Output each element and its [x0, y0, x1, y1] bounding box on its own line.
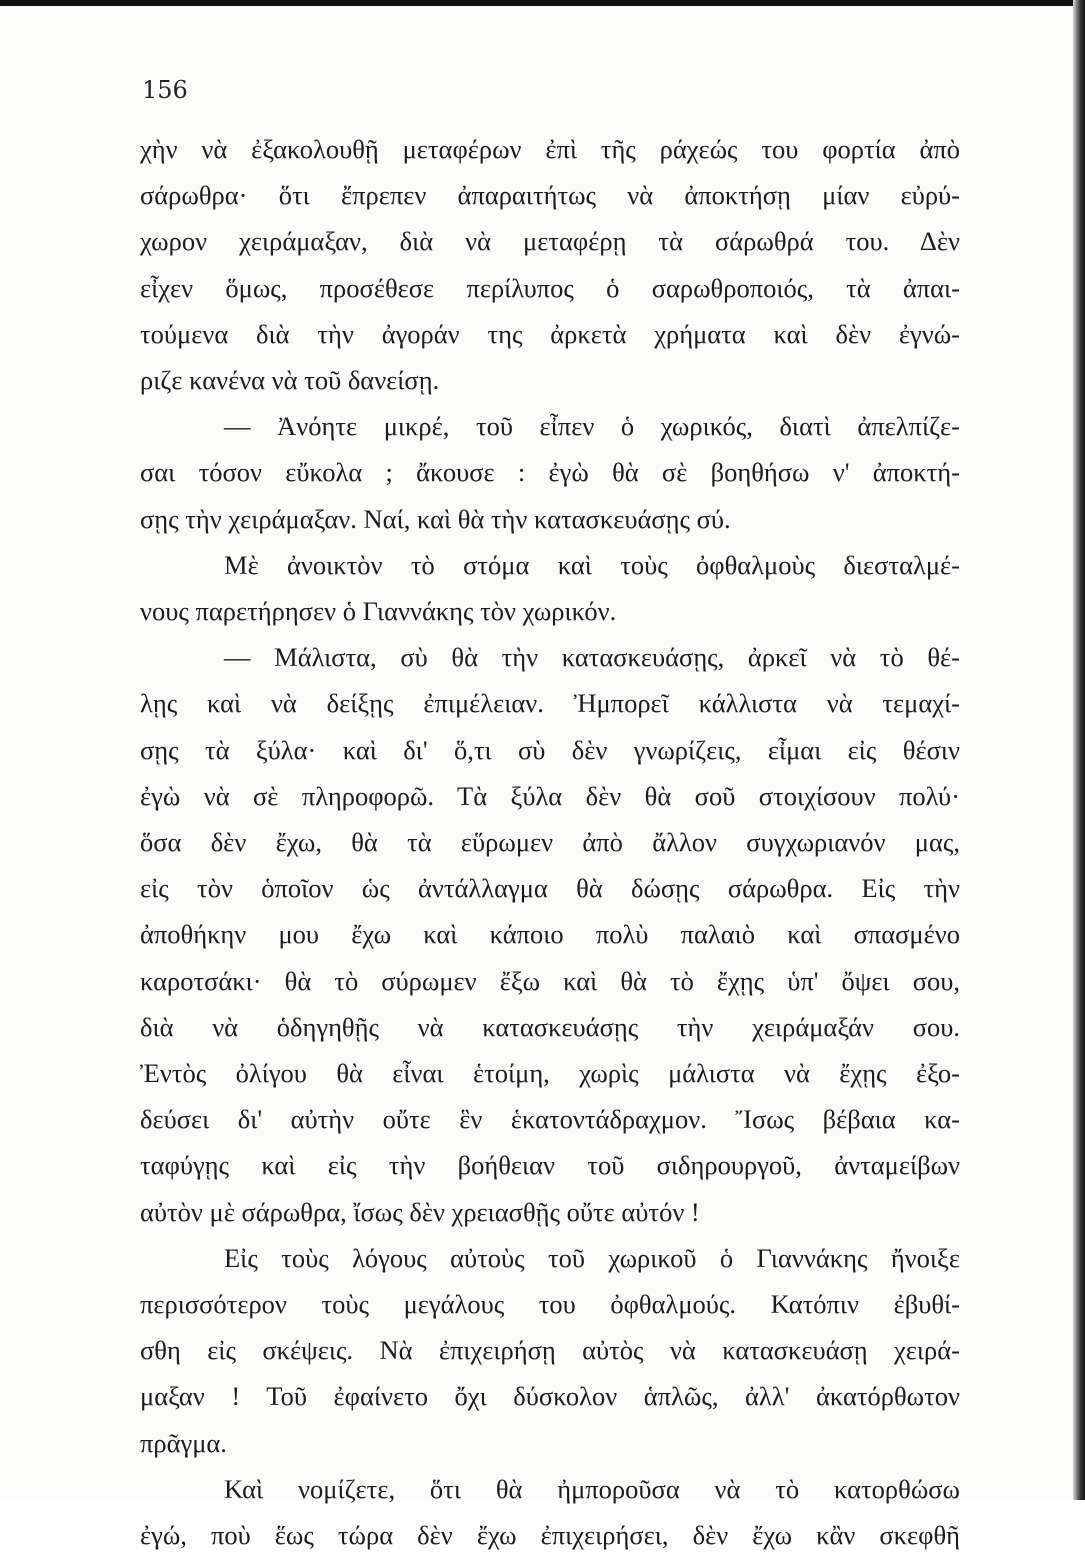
- text-line: — Μάλιστα, σὺ θὰ τὴν κατασκευάσῃς, ἀρκεῖ νὰ τὸ θέ-: [224, 642, 960, 673]
- text-line: νους παρετήρησεν ὁ Γιαννάκης τὸν χωρικόν.: [140, 596, 617, 627]
- text-line: ὅσα δὲν ἔχω, θὰ τὰ εὕρωμεν ἀπὸ ἄλλον συγχωριανόν μας,: [140, 827, 960, 858]
- body-text: [140, 126, 960, 1558]
- text-line: Καὶ νομίζετε, ὅτι θὰ ἠμποροῦσα νὰ τὸ κατορθώσω: [224, 1473, 960, 1504]
- text-line: σῃς τὴν χειράμαξαν. Ναί, καὶ θὰ τὴν κατασκευάσῃς σύ.: [140, 503, 731, 534]
- text-line: ἐγώ, ποὺ ἕως τώρα δὲν ἔχω ἐπιχειρήσει, δὲν ἔχω κἂν σκεφθῆ: [140, 1520, 960, 1551]
- scan-top-border: [0, 0, 1085, 6]
- text-line: Ἐντὸς ὀλίγου θὰ εἶναι ἑτοίμη, χωρὶς μάλιστα νὰ ἔχῃς ἐξο-: [140, 1058, 960, 1089]
- text-line: αὐτὸν μὲ σάρωθρα, ἴσως δὲν χρειασθῇς οὔτε αὐτόν !: [140, 1196, 700, 1227]
- text-line: τούμενα διὰ τὴν ἀγοράν της ἀρκετὰ χρήματα καὶ δὲν ἐγνώ-: [140, 318, 960, 349]
- text-line: λῃς καὶ νὰ δείξῃς ἐπιμέλειαν. Ἠμπορεῖ κάλλιστα νὰ τεμαχί-: [140, 688, 960, 719]
- text-line: μαξαν ! Τοῦ ἐφαίνετο ὄχι δύσκολον ἁπλῶς, ἀλλ' ἀκατόρθωτον: [140, 1381, 960, 1412]
- scan-right-edge-shadow: [1073, 0, 1085, 1500]
- text-line: περισσότερον τοὺς μεγάλους του ὀφθαλμούς. Κατόπιν ἐβυθί-: [140, 1289, 960, 1320]
- text-line: χωρον χειράμαξαν, διὰ νὰ μεταφέρῃ τὰ σάρωθρά του. Δὲν: [140, 226, 960, 257]
- text-line: ταφύγῃς καὶ εἰς τὴν βοήθειαν τοῦ σιδηρουργοῦ, ἀνταμείβων: [140, 1150, 960, 1181]
- page-number: 156: [142, 76, 188, 104]
- text-line: σθη εἰς σκέψεις. Νὰ ἐπιχειρήσῃ αὐτὸς νὰ κατασκευάσῃ χειρά-: [140, 1335, 960, 1366]
- text-line: διὰ νὰ ὁδηγηθῇς νὰ κατασκευάσῃς τὴν χειράμαξάν σου.: [140, 1011, 960, 1042]
- text-line: χὴν νὰ ἐξακολουθῇ μεταφέρων ἐπὶ τῆς ράχεώς του φορτία ἀπὸ: [140, 134, 960, 164]
- text-line: ἀποθήκην μου ἔχω καὶ κάποιο πολὺ παλαιὸ καὶ σπασμένο: [140, 919, 960, 950]
- text-line: σῃς τὰ ξύλα· καὶ δι' ὅ,τι σὺ δὲν γνωρίζεις, εἶμαι εἰς θέσιν: [140, 734, 960, 765]
- text-line: σαι τόσον εὔκολα ; ἄκουσε : ἐγὼ θὰ σὲ βοηθήσω ν' ἀποκτή-: [140, 457, 960, 488]
- text-line: εἶχεν ὅμως, προσέθεσε περίλυπος ὁ σαρωθροποιός, τὰ ἀπαι-: [140, 272, 960, 303]
- text-line: δεύσει δι' αὐτὴν οὔτε ἓν ἑκατοντάδραχμον. Ἴσως βέβαια κα-: [140, 1104, 960, 1135]
- text-line: Μὲ ἀνοικτὸν τὸ στόμα καὶ τοὺς ὀφθαλμοὺς διεσταλμέ-: [224, 549, 960, 580]
- text-line: ἐγὼ νὰ σὲ πληροφορῶ. Τὰ ξύλα δὲν θὰ σοῦ στοιχίσουν πολύ·: [140, 780, 960, 811]
- text-line: εἰς τὸν ὁποῖον ὡς ἀντάλλαγμα θὰ δώσῃς σάρωθρα. Εἰς τὴν: [140, 873, 960, 904]
- text-line: σάρωθρα· ὅτι ἔπρεπεν ἀπαραιτήτως νὰ ἀποκτήσῃ μίαν εὐρύ-: [140, 180, 960, 211]
- text-line: πρᾶγμα.: [140, 1427, 227, 1458]
- text-line: — Ἀνόητε μικρέ, τοῦ εἶπεν ὁ χωρικός, διατὶ ἀπελπίζε-: [224, 411, 960, 442]
- text-line: καροτσάκι· θὰ τὸ σύρωμεν ἔξω καὶ θὰ τὸ ἔχῃς ὑπ' ὄψει σου,: [140, 965, 960, 996]
- text-line: ριζε κανένα νὰ τοῦ δανείσῃ.: [140, 365, 440, 396]
- text-line: Εἰς τοὺς λόγους αὐτοὺς τοῦ χωρικοῦ ὁ Γιαννάκης ἤνοιξε: [224, 1242, 960, 1273]
